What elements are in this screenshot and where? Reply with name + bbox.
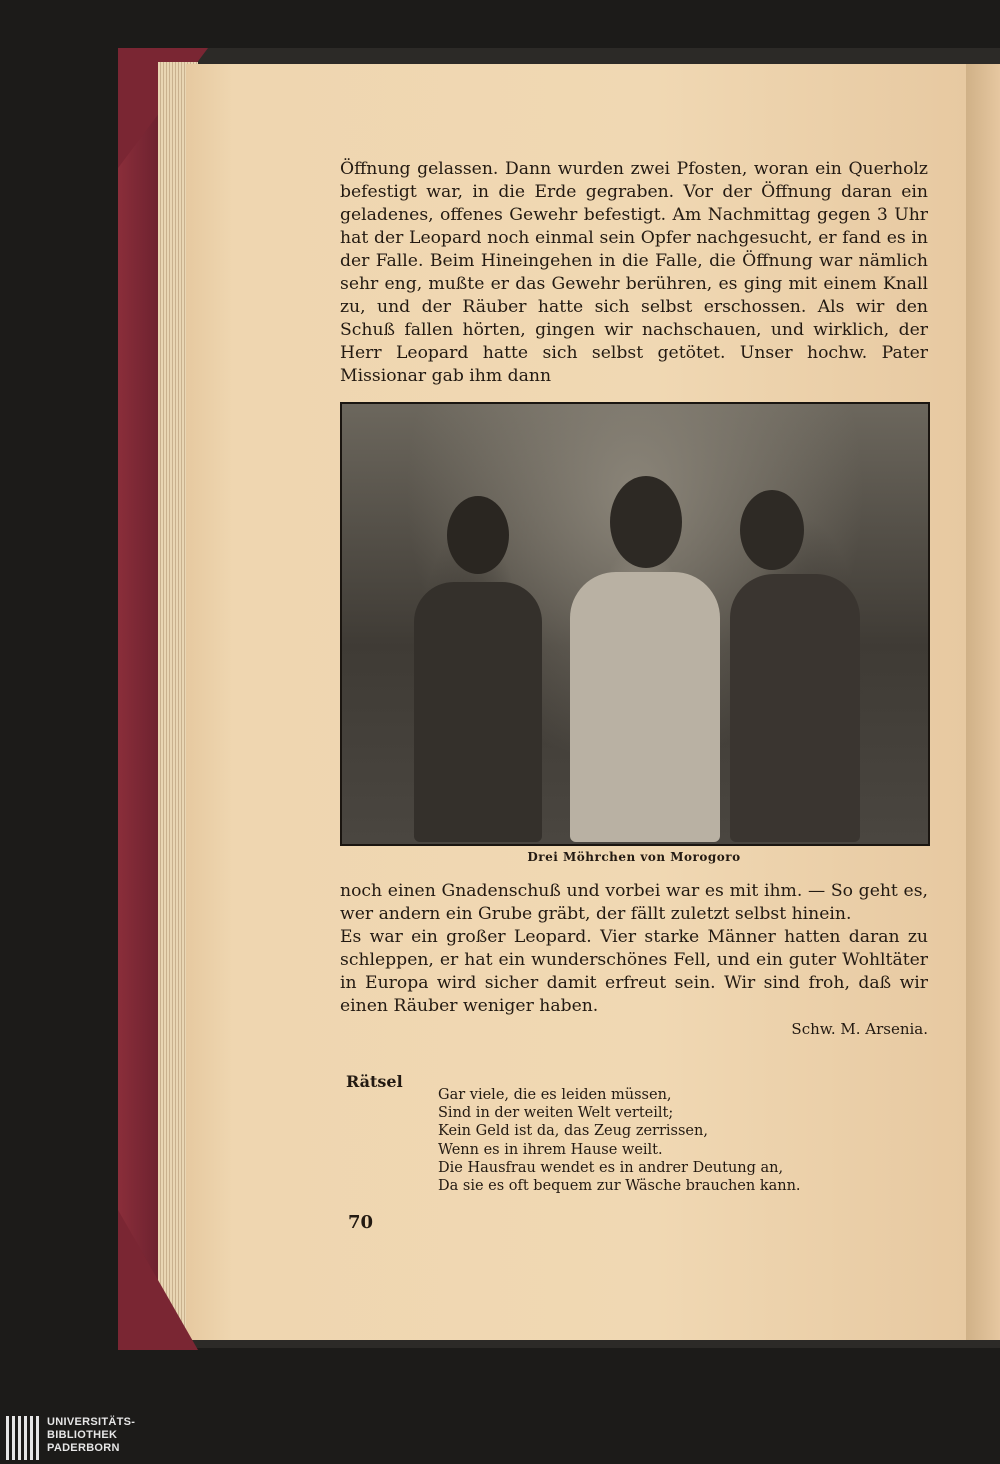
riddle-line: Kein Geld ist da, das Zeug zerrissen, (438, 1123, 708, 1140)
book-spine-red (118, 48, 158, 1348)
riddle-line: Da sie es oft bequem zur Wäsche brauchen kann. (438, 1178, 801, 1195)
child-right-body (730, 574, 860, 842)
riddle-line: Gar viele, die es leiden müssen, (438, 1087, 672, 1103)
riddle-title: Rätsel (346, 1072, 403, 1091)
child-middle-body (570, 572, 720, 842)
library-logo (6, 1416, 135, 1460)
logo-line-2: BIBLIOTHEK (47, 1429, 118, 1441)
child-middle (610, 476, 682, 568)
riddle-poem (438, 1086, 801, 1195)
next-page-edge (962, 64, 1000, 1340)
photo-caption: Drei Möhrchen von Morogoro (527, 850, 741, 864)
paragraph-bottom-1: noch einen Gnadenschuß und vorbei war es mit ihm. — So geht es, wer andern ein Grube gräbt, der fällt zuletzt selbst hinein. (340, 881, 928, 924)
riddle-line: Wenn es in ihrem Hause weilt. (438, 1141, 663, 1158)
logo-line-3: PADERBORN (47, 1442, 120, 1454)
photo-three-children (340, 402, 930, 846)
paragraph-top (340, 158, 928, 388)
riddle-line: Sind in der weiten Welt verteilt; (438, 1105, 674, 1122)
riddle-line: Die Hausfrau wendet es in andrer Deutung an, (438, 1159, 784, 1176)
logo-line-1: UNIVERSITÄTS- (47, 1416, 136, 1428)
child-left-body (414, 582, 542, 842)
library-logo-text (47, 1416, 135, 1455)
signature: Schw. M. Arsenia. (791, 1020, 928, 1038)
library-logo-icon (6, 1416, 39, 1460)
paragraph-bottom-2: Es war ein großer Leopard. Vier starke Männer hatten daran zu schleppen, er hat ein wunderschönes Fell, und ein guter Wohltäter in Europa wird sicher damit erfreut sein. Wir sind froh, daß wir einen Räuber weniger haben. (340, 927, 928, 1016)
child-left (447, 496, 509, 574)
paragraph-top-text: Öffnung gelassen. Dann wurden zwei Pfosten, woran ein Querholz befestigt war, in die Erde gegraben. Vor der Öffnung daran ein geladenes, offenes Gewehr befestigt. Am Nachmittag gegen 3 Uhr hat der Leopard noch einmal sein Opfer nachgesucht, er fand es in der Falle. Beim Hineingehen in die Falle, die Öffnung war nämlich sehr eng, mußte er das Gewehr berühren, es ging mit einem Knall zu, und der Räuber hatte sich selbst erschossen. Als wir den Schuß fallen hörten, gingen wir nachschauen, und wirklich, der Herr Leopard hatte sich selbst getötet. Unser hochw. Pater Missionar gab ihm dann (340, 159, 928, 386)
paragraph-bottom (340, 880, 928, 1041)
page-number: 70 (348, 1212, 374, 1233)
child-right (740, 490, 804, 570)
